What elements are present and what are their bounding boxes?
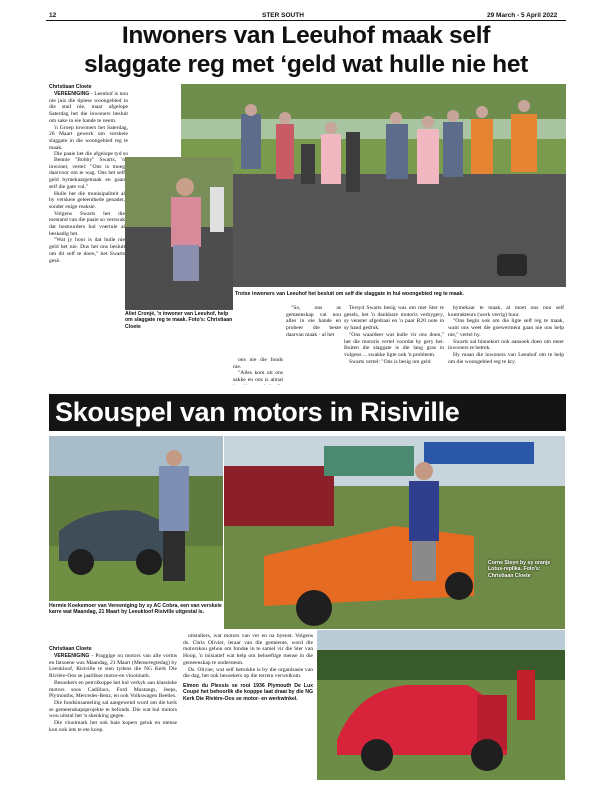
group-photo-caption: Trotse inwoners van Leeuhof het besluit om self die slaggate in hul woongebied reg te maak.	[235, 291, 464, 297]
paragraph: "So, ons as gemeenskap vat nou alles in eie hande en probeer die beste daarvan maak - al het	[286, 305, 341, 338]
article2-banner: Skouspel van motors in Risiville	[49, 394, 566, 431]
paragraph: "Ons begin ook om die ligte self reg te maak, want ons weet die goewerment gaan nie ons help nie," vertel hy.	[448, 318, 564, 338]
article1-col5	[448, 305, 564, 385]
paragraph: Die paaie het die afgelope tyd so	[54, 151, 128, 157]
paragraph: "Alles kom uit ons sakke en ons is almal	[233, 370, 283, 384]
paragraph: - Praggige ou motors van alle vorms en fatsoene was Maandag, 21 Maart (Menseregtedag) by Leeukloof, Risiville te sien tydens die NG Kerk Die Rivière-Oos se jaarlikse motor-en vlooimark.	[49, 653, 177, 680]
paragraph: Bennie "Bobby" Swarts, 'n inwoner, vertel: "Ons is moeg daarvoor om te wag. Ons het self geld bymekaargemaak en gaan self die gate vul."	[49, 157, 125, 190]
paragraph: Tersyd Swarts besig was om met Ster te gesels, het 'n dankbare motoris verbygery, sy venster afgedraai en 'n paar R20 note in sy hand gedruk.	[344, 305, 444, 332]
cobra-photo-caption: Hermie Koekemoer van Vereeniging by sy AC Cobra, een van verskeie karre wat Maandag, 21 Maart by Leeukloof Risiville uitgestal is.	[49, 603, 222, 616]
header-rule	[46, 20, 566, 21]
paragraph: Elmon du Plessis se rooi 1936 Plymouth De Lux Coupé het behoorlik die kopppe laat draai by die NG Kerk Die Rivière-Oos se motor- en werkwinkel.	[183, 682, 313, 702]
paragraph: Hy maan die inwoners van Leeuhof om te help om die woongebied reg te kry.	[448, 351, 564, 365]
paragraph: Die fondsinsameling sal aangewend word om die kerk se gemeenskapsprojekte te befonds. Die wat hul motors wou uitstal het 'n skenking gegee.	[49, 699, 177, 720]
lotus-photo-caption: Corne Steyn by sy oranje Lotus-replika. Foto's: Christiaan Cloete	[488, 560, 551, 579]
paragraph: uitstallers, wat motors van ver en na byenst. Volgens ds. Chris Olivier, leraar van die gemeente, word die motorskou gehou om fondse in te samel vir die Ster van Hoop, 'n inisiatief wat help om behoeftige mense in die gemeenskap te ondersteun.	[183, 633, 313, 666]
paragraph: bymekaar te maak, al moet ons nou self kontrakteurs (werk verrig) huur.	[448, 305, 564, 318]
article1-col4	[344, 305, 444, 385]
article1-col2	[233, 357, 283, 385]
paragraph: 'n Groep inwoners het Saterdag, 26 Maart gewerk om verskeie slaggate in die woongebied reg te maak.	[49, 124, 128, 151]
paragraph: Hulle het die munisipaliteit al by verskeie geleenthede genader, sonder enige reaksie.	[49, 190, 125, 210]
article1-col3	[286, 305, 341, 355]
slaggate-photo	[125, 157, 233, 310]
paragraph: ons nie die fonds nie.	[233, 357, 283, 370]
article1-byline: Christiaan Cloete	[49, 84, 92, 90]
issue-date: 29 March - 5 April 2022	[487, 12, 558, 19]
paragraph: - Leeuhof is nou nie juis die tipiese woongebied in die stad nie, maar afgelope Saterdag het die inwoners besluit om sake in eie hande te neem.	[49, 91, 128, 124]
slaggate-photo-caption: Aliet Cronjé, 'n inwoner van Leeuhof, help om slaggate reg te maak. Foto's: Christiaan Cloete	[125, 311, 233, 330]
page-number: 12	[49, 12, 57, 19]
article1-col1-bottom	[49, 157, 125, 383]
publication-name: STER SOUTH	[262, 12, 304, 19]
paragraph: Die vlooimark het ook baie kopers gelok en mense kon ook iets te ete koop.	[49, 720, 177, 733]
lotus-replica-photo	[224, 436, 565, 629]
plymouth-photo	[317, 630, 565, 780]
group-photo	[181, 84, 566, 287]
article1-col1-top	[49, 91, 128, 157]
paragraph: Swarts sal binnekort ook aansoek doen om meer inwoners te betrek.	[448, 338, 564, 352]
headline-line-2: slaggate reg met ‘geld wat hulle nie het	[83, 51, 529, 78]
paragraph: "Ons waardeer wat hulle vir ons doen," het die motoris vertel voordat hy gery het. Buiten die slaggate is die lang gras in volgens ... swakke ligte ook 'n probleem.	[344, 331, 444, 358]
paragraph: Volgens Swarts het die toestand van die paaie so verswak dat bestuurders hul voertuie al beskadig het.	[49, 210, 125, 237]
paragraph: Besoekers en petrolkoppe het hul verkyk aan klassieke motors soos Cadillacs, Ford Mustangs, Jeeps, Plymouths, Mercedes-Benz, en ook Volkswagen Beetles.	[49, 679, 177, 700]
dateline: VEREENIGING	[54, 91, 90, 97]
article2-col2	[183, 633, 313, 783]
dateline: VEREENIGING	[54, 653, 90, 659]
article2-byline: Christiaan Cloete	[49, 646, 92, 652]
paragraph: "Wat jy hoor is dat hulle nie geld het nie. Dus het ons besluit om dit self te doen," het Swarts gesê.	[49, 237, 125, 264]
paragraph: Ds. Olivier, wat self betrokke is by die organisasie van die dag, het ook besoekers op die terrein verwelkom.	[183, 666, 313, 680]
cobra-photo	[49, 436, 223, 601]
paragraph: Swarts vertel: "Ons is besig om geld	[349, 358, 431, 365]
article2-col1	[49, 653, 177, 783]
headline-line-1: Inwoners van Leeuhof maak self	[121, 22, 491, 49]
